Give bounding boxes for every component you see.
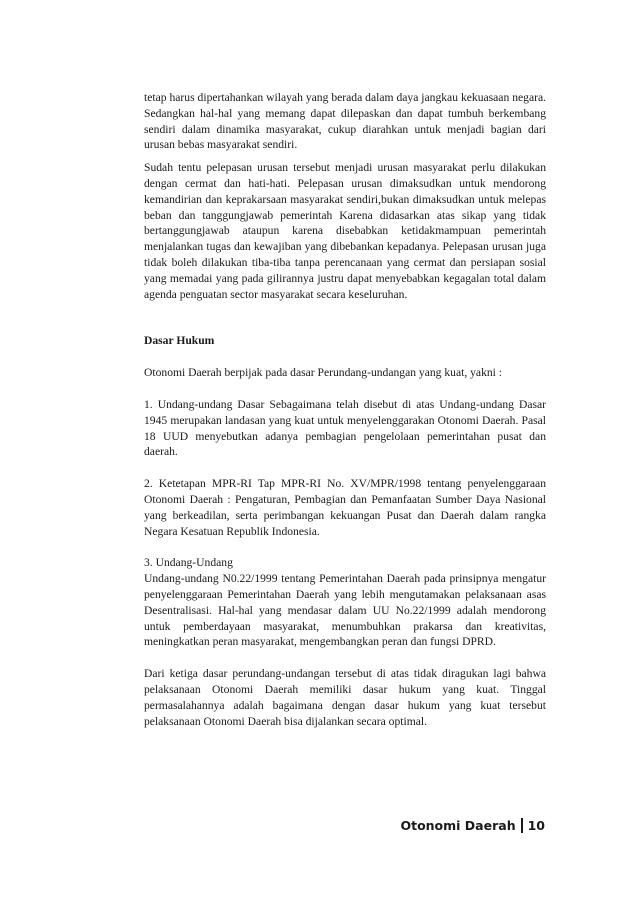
list-item-1: 1. Undang-undang Dasar Sebagaimana telah disebut di atas Undang-undang Dasar 1945 merupakan landasan yang kuat untuk menyelenggarakan Otonomi Daerah. Pasal 18 UUD menyebutkan adanya pembagian pengelolaan pemerintahan pusat dan daerah.: [144, 397, 546, 459]
paragraph-intro: Otonomi Daerah berpijak pada dasar Perundang-undangan yang kuat, yakni :: [144, 366, 503, 380]
footer-title: Otonomi Daerah: [400, 818, 516, 833]
footer-divider: [521, 818, 523, 833]
page-footer: [400, 818, 545, 833]
list-item-3-body: Undang-undang N0.22/1999 tentang Pemerintahan Daerah pada prinsipnya mengatur penyelenggaraan Pemerintahan Daerah yang lebih mengutamakan pelaksanaan asas Desentralisasi. Hal-hal yang mendasar dalam UU No.22/1999 adalah mendorong untuk pemberdayaan masyarakat, menumbuhkan prakarsa dan kreativitas, meningkatkan peran masyarakat, mengembangkan peran dan fungsi DPRD.: [144, 572, 546, 649]
list-item-2: 2. Ketetapan MPR-RI Tap MPR-RI No. XV/MPR/1998 tentang penyelenggaraan Otonomi Daerah : Pengaturan, Pembagian dan Pemanfaatan Sumber Daya Nasional yang berkeadilan, serta perimbangan kekuangan Pusat dan Daerah dalam rangka Negara Kesatuan Republik Indonesia.: [144, 477, 546, 538]
paragraph-release-of-affairs: Sudah tentu pelepasan urusan tersebut menjadi urusan masyarakat perlu dilakukan dengan cermat dan hati-hati. Pelepasan urusan dimaksudkan untuk mendorong kemandirian dan keprakarsaan masyarakat sendiri,bukan dimaksudkan untuk melepas beban dan tanggungjawab pemerintah Karena didasarkan atas sikap yang tidak bertanggungjawab ataupun karena disebabkan ketidakmampuan pemerintah menjalankan tugas dan kewajiban yang dibebankan kepadanya. Pelepasan urusan juga tidak boleh dilakukan tiba-tiba tanpa perencanaan yang cermat dan persiapan sosial yang memadai yang pada gilirannya justru dapat menyebabkan kegagalan total dalam agenda penguatan sector masyarakat secara keseluruhan.: [144, 161, 546, 301]
page-number: 10: [527, 818, 545, 833]
list-item-3-title: 3. Undang-Undang: [144, 556, 233, 570]
paragraph-conclusion: Dari ketiga dasar perundang-undangan tersebut di atas tidak diragukan lagi bahwa pelaksanaan Otonomi Daerah memiliki dasar hukum yang kuat. Tinggal permasalahannya adalah bagaimana dengan dasar hukum yang kuat tersebut pelaksanaan Otonomi Daerah bisa dijalankan secara optimal.: [144, 667, 546, 728]
section-heading: Dasar Hukum: [144, 334, 215, 348]
body-text: [144, 90, 546, 729]
paragraph-continuation: tetap harus dipertahankan wilayah yang berada dalam daya jangkau kekuasaan negara. Sedangkan hal-hal yang memang dapat dilepaskan dan dapat tumbuh berkembang sendiri dalam dinamika masyarakat, cukup diarahkan untuk menjadi bagian dari urusan bebas masyarakat sendiri.: [144, 91, 546, 152]
